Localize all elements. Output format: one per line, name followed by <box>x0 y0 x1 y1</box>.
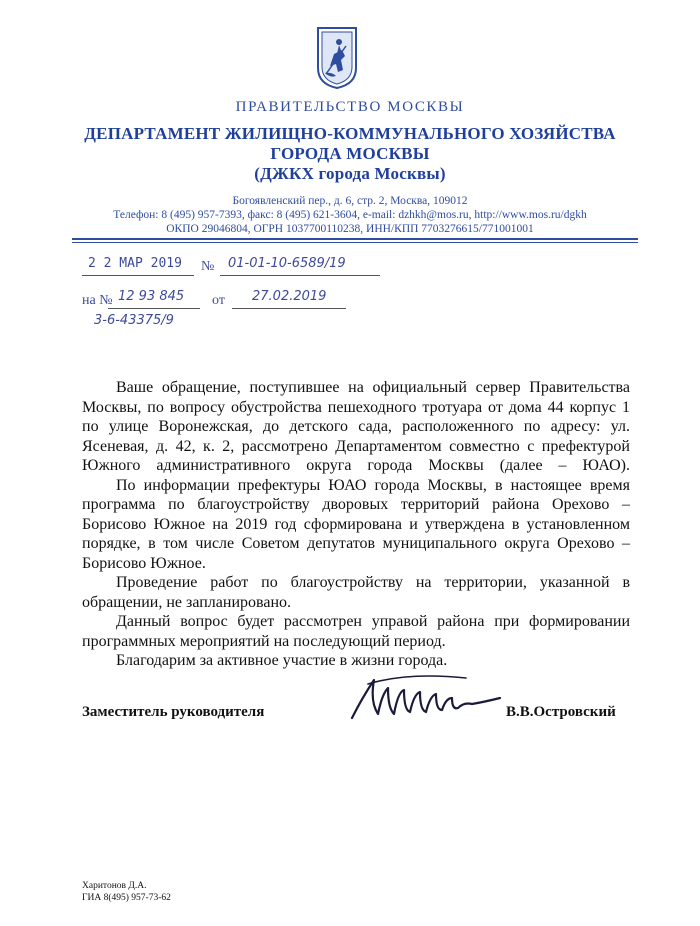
reference-date: 27.02.2019 <box>252 289 327 304</box>
letterhead-rule-thin <box>72 242 638 243</box>
department-registry-codes: ОКПО 29046804, ОГРН 1037700110238, ИНН/КПП 7703276615/771001001 <box>166 223 534 235</box>
from-label: от <box>212 293 225 308</box>
executor-block <box>82 880 171 904</box>
reference-label: на № <box>82 293 113 308</box>
executor-phone: ГИА 8(495) 957-73-62 <box>82 893 171 903</box>
handwritten-signature <box>348 668 518 730</box>
reference-number: 12 93 845 <box>118 289 185 304</box>
body-paragraph: Проведение работ по благоустройству на территории, указанной в обращении, не запланировано. <box>82 574 630 611</box>
number-label: № <box>201 259 215 274</box>
executor-name: Харитонов Д.А. <box>82 881 147 891</box>
letterhead-rule <box>72 238 638 240</box>
registration-number: 01-01-10-6589/19 <box>228 256 346 271</box>
date-underline <box>82 275 194 276</box>
body-paragraph: Данный вопрос будет рассмотрен управой района при формировании программных мероприятий на последующий период. <box>82 613 630 650</box>
number-underline <box>220 275 380 276</box>
department-short-name: (ДЖКХ города Москвы) <box>254 164 446 183</box>
reference-underline <box>108 308 200 309</box>
department-address: Богоявленский пер., д. 6, стр. 2, Москва, 109012 <box>232 195 468 207</box>
body-paragraph: Ваше обращение, поступившее на официальный сервер Правительства Москвы, по вопросу обустройства пешеходного тротуара от дома 44 корпус 1 по улице Воронежская, до детского сада, расположенного по адресу: ул. Ясеневая, д. 42, к. 2, рассмотрено Департаментом совместно с префектурой Южного административного округа города Москвы (далее – ЮАО). <box>82 379 630 474</box>
letter-body <box>82 378 630 671</box>
registration-date-stamp: 2 2 МАР 2019 <box>88 256 182 271</box>
department-title-line1: ДЕПАРТАМЕНТ ЖИЛИЩНО-КОММУНАЛЬНОГО ХОЗЯЙСТВА <box>84 124 616 143</box>
body-paragraph: По информации префектуры ЮАО города Москвы, в настоящее время программа по благоустройству дворовых территорий района Орехово – Борисово Южное на 2019 год сформирована и утверждена в установленном порядке, в том числе Советом депутатов муниципального округа Орехово – Борисово Южное. <box>82 476 630 572</box>
reference-number-secondary: 3-6-43375/9 <box>94 313 174 328</box>
signatory-name: В.В.Островский <box>506 704 616 720</box>
signatory-title: Заместитель руководителя <box>82 704 265 720</box>
department-title-line2: ГОРОДА МОСКВЫ <box>270 144 430 163</box>
body-paragraph: Благодарим за активное участие в жизни города. <box>116 652 448 669</box>
reference-date-underline <box>232 308 346 309</box>
moscow-coat-of-arms-emblem <box>316 26 358 90</box>
department-contacts: Телефон: 8 (495) 957-7393, факс: 8 (495) 621-3604, e-mail: dzhkh@mos.ru, http://www.mos.ru/dgkh <box>113 209 587 221</box>
government-name: ПРАВИТЕЛЬСТВО МОСКВЫ <box>235 99 465 115</box>
